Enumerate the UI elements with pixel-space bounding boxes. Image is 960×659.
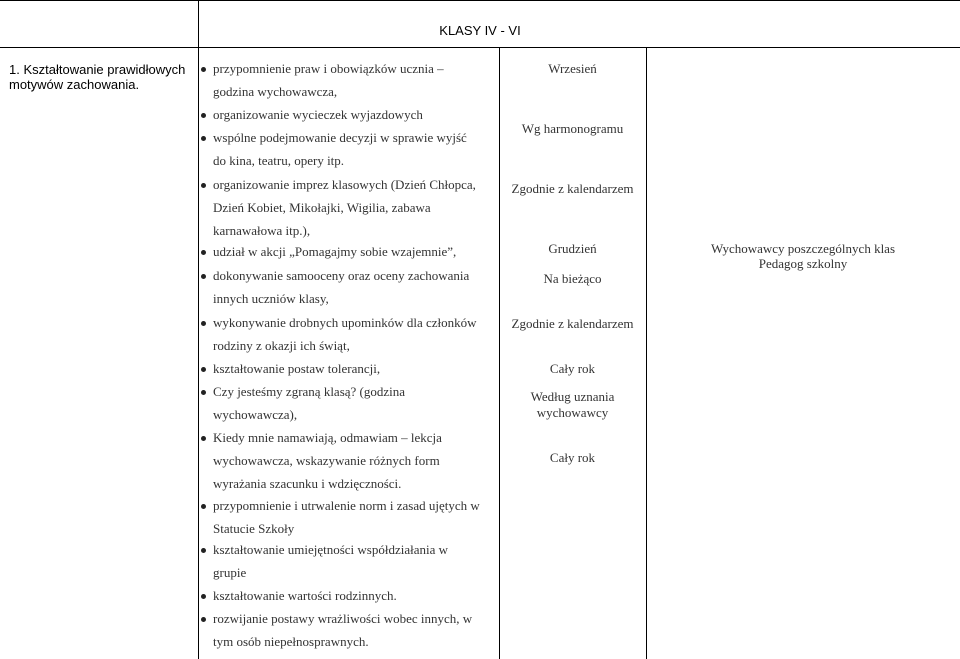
- term-cell: Według uznania: [530, 389, 615, 404]
- section-label-line-1: 1. Kształtowanie prawidłowych: [9, 62, 186, 77]
- col-divider-1: [198, 0, 199, 659]
- list-item-text: rozwijanie postawy wrażliwości wobec innych, w: [213, 611, 473, 626]
- list-item-text: godzina wychowawcza,: [213, 84, 338, 99]
- list-item-text: do kina, teatru, opery itp.: [213, 153, 345, 168]
- table-border-top: [0, 0, 960, 1]
- list-item-text: Kiedy mnie namawiają, odmawiam – lekcja: [213, 430, 442, 445]
- list-item-text: dokonywanie samooceny oraz oceny zachowania: [213, 268, 470, 283]
- term-cell: wychowawcy: [536, 405, 609, 420]
- bullet-icon: [201, 617, 206, 622]
- term-cell: Cały rok: [549, 450, 596, 465]
- list-item-text: przypomnienie i utrwalenie norm i zasad ujętych w: [213, 498, 480, 513]
- col-divider-2: [499, 48, 500, 659]
- list-item-text: tym osób niepełnosprawnych.: [213, 634, 369, 649]
- term-cell: Cały rok: [549, 361, 596, 376]
- list-item-text: wspólne podejmowanie decyzji w sprawie wyjść: [213, 130, 467, 145]
- section-label: [9, 62, 185, 92]
- list-item-text: innych uczniów klasy,: [213, 291, 329, 306]
- list-item-text: grupie: [213, 565, 247, 580]
- bullet-icon: [201, 367, 206, 372]
- term-cell: Wrzesień: [548, 61, 597, 76]
- bullet-icon: [201, 321, 206, 326]
- term-cell: Zgodnie z kalendarzem: [511, 181, 634, 196]
- list-item-text: przypomnienie praw i obowiązków ucznia –: [213, 61, 444, 76]
- list-item-text: karnawałowa itp.),: [213, 223, 311, 238]
- list-item-text: wychowawcza),: [213, 407, 298, 422]
- list-item-text: kształtowanie postaw tolerancji,: [213, 361, 381, 376]
- section-label-line-2: motywów zachowania.: [9, 77, 140, 92]
- term-cell: Wg harmonogramu: [521, 121, 624, 136]
- list-item-text: wyrażania szacunku i wdzięczności.: [213, 476, 402, 491]
- list-item-text: wykonywanie drobnych upominków dla członków: [213, 315, 477, 330]
- bullet-icon: [201, 504, 206, 509]
- header-divider: [0, 47, 960, 48]
- bullet-icon: [201, 390, 206, 395]
- bullet-icon: [201, 136, 206, 141]
- bullet-icon: [201, 274, 206, 279]
- bullet-icon: [201, 113, 206, 118]
- list-item-text: kształtowanie wartości rodzinnych.: [213, 588, 397, 603]
- list-item-text: kształtowanie umiejętności współdziałania w: [213, 542, 449, 557]
- bullet-icon: [201, 250, 206, 255]
- bullet-icon: [201, 594, 206, 599]
- term-cell: Zgodnie z kalendarzem: [511, 316, 634, 331]
- list-item-text: udział w akcji „Pomagajmy sobie wzajemnie”,: [213, 244, 457, 259]
- bullet-icon: [201, 183, 206, 188]
- bullet-icon: [201, 436, 206, 441]
- col-divider-3: [646, 48, 647, 659]
- term-cell: Na bieżąco: [543, 271, 602, 286]
- bullet-icon: [201, 548, 206, 553]
- list-item-text: wychowawcza, wskazywanie różnych form: [213, 453, 440, 468]
- term-cell: Grudzień: [548, 241, 597, 256]
- list-item-text: Statucie Szkoły: [213, 521, 295, 536]
- table-header-title: KLASY IV - VI: [439, 23, 521, 38]
- responsible-line: Pedagog szkolny: [758, 256, 848, 271]
- list-item-text: rodziny z okazji ich świąt,: [213, 338, 350, 353]
- list-item-text: organizowanie wycieczek wyjazdowych: [213, 107, 423, 122]
- bullet-icon: [201, 67, 206, 72]
- list-item-text: Czy jesteśmy zgraną klasą? (godzina: [213, 384, 406, 399]
- list-item-text: Dzień Kobiet, Mikołajki, Wigilia, zabawa: [213, 200, 431, 215]
- responsible-line: Wychowawcy poszczególnych klas: [710, 241, 896, 256]
- list-item-text: organizowanie imprez klasowych (Dzień Chłopca,: [213, 177, 476, 192]
